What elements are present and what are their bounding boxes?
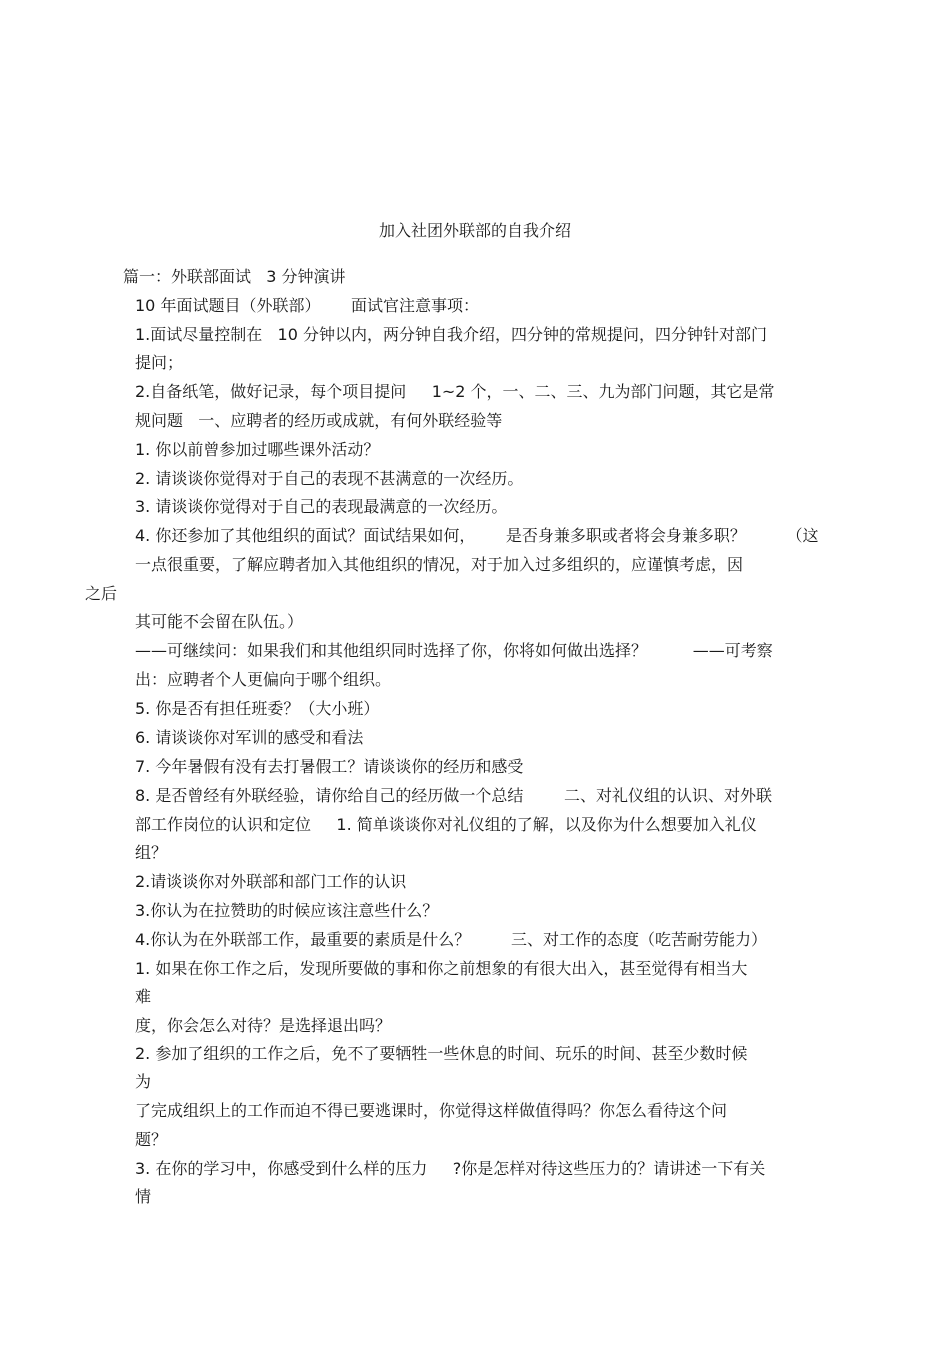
text-line: 7. 今年暑假有没有去打暑假工？请谈谈你的经历和感受 xyxy=(135,757,524,776)
text-line: 部工作岗位的认识和定位 1. 简单谈谈你对礼仪组的了解，以及你为什么想要加入礼仪 xyxy=(135,815,757,834)
text-line: 2.自备纸笔，做好记录，每个项目提问 1~2 个，一、二、三、九为部门问题，其它是常 xyxy=(135,382,775,401)
text-line: 度，你会怎么对待？是选择退出吗？ xyxy=(135,1016,392,1035)
text-line: 3.你认为在拉赞助的时候应该注意些什么？ xyxy=(135,901,439,920)
text-line: 之后 xyxy=(85,584,118,603)
text-line: 情 xyxy=(135,1187,152,1206)
text-line: 6. 请谈谈你对军训的感受和看法 xyxy=(135,728,364,747)
text-line: 4.你认为在外联部工作，最重要的素质是什么？ 三、对工作的态度（吃苦耐劳能力） xyxy=(135,930,767,949)
document-title: 加入社团外联部的自我介绍 xyxy=(378,221,571,240)
text-line: 题？ xyxy=(135,1130,168,1149)
text-line: 其可能不会留在队伍。） xyxy=(135,612,304,631)
text-line: 8. 是否曾经有外联经验，请你给自己的经历做一个总结 二、对礼仪组的认识、对外联 xyxy=(135,786,773,805)
text-line: 1. 如果在你工作之后，发现所要做的事和你之前想象的有很大出入，甚至觉得有相当大 xyxy=(135,959,748,978)
text-line: 2. 请谈谈你觉得对于自己的表现不甚满意的一次经历。 xyxy=(135,469,524,488)
text-line: ——可继续问：如果我们和其他组织同时选择了你，你将如何做出选择？ ——可考察 xyxy=(135,641,773,660)
text-line: 难 xyxy=(135,987,152,1006)
text-line: 2. 参加了组织的工作之后，免不了要牺牲一些休息的时间、玩乐的时间、甚至少数时候 xyxy=(135,1044,748,1063)
text-line: 一点很重要，了解应聘者加入其他组织的情况，对于加入过多组织的，应谨慎考虑，因 xyxy=(135,555,744,574)
text-line: 1. 你以前曾参加过哪些课外活动？ xyxy=(135,440,380,459)
text-line: 规问题 一、应聘者的经历或成就，有何外联经验等 xyxy=(135,411,503,430)
text-line: 提问； xyxy=(135,353,184,372)
text-line: 10 年面试题目（外联部） 面试官注意事项： xyxy=(135,296,479,315)
text-line: 篇一：外联部面试 3 分钟演讲 xyxy=(123,267,346,286)
text-line: 出：应聘者个人更偏向于哪个组织。 xyxy=(135,670,392,689)
text-line: 4. 你还参加了其他组织的面试？面试结果如何， 是否身兼多职或者将会身兼多职？ （这 xyxy=(135,526,819,545)
text-line: 2.请谈谈你对外联部和部门工作的认识 xyxy=(135,872,407,891)
text-line: 5. 你是否有担任班委？（大小班） xyxy=(135,699,380,718)
text-line: 了完成组织上的工作而迫不得已要逃课时，你觉得这样做值得吗？你怎么看待这个问 xyxy=(135,1101,728,1120)
text-line: 为 xyxy=(135,1072,152,1091)
text-line: 1.面试尽量控制在 10 分钟以内，两分钟自我介绍，四分钟的常规提问，四分钟针对部门 xyxy=(135,325,767,344)
text-line: 3. 在你的学习中，你感受到什么样的压力 ?你是怎样对待这些压力的？请讲述一下有关 xyxy=(135,1159,766,1178)
text-line: 组？ xyxy=(135,843,168,862)
text-line: 3. 请谈谈你觉得对于自己的表现最满意的一次经历。 xyxy=(135,497,508,516)
